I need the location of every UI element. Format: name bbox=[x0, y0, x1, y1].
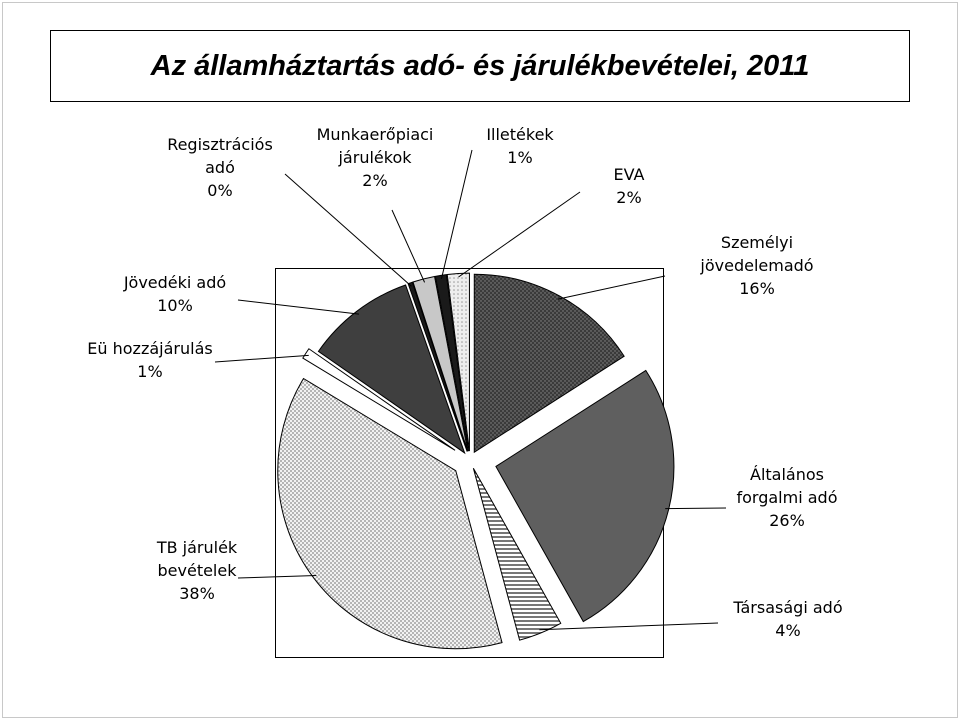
slice-value-label: 16% bbox=[739, 279, 775, 298]
leader-line-2 bbox=[665, 508, 726, 509]
slice-label-8 bbox=[317, 125, 434, 190]
slice-label-6 bbox=[123, 273, 226, 315]
slice-category-label: Eü hozzájárulás bbox=[87, 339, 213, 358]
slice-value-label: 4% bbox=[775, 621, 801, 640]
leader-line-7 bbox=[285, 174, 411, 286]
slice-value-label: 38% bbox=[179, 584, 215, 603]
slice-category-label: bevételek bbox=[157, 561, 237, 580]
leader-line-5 bbox=[215, 355, 309, 362]
slice-category-label: Jövedéki adó bbox=[123, 273, 227, 292]
leader-line-10 bbox=[459, 192, 580, 277]
slice-category-label: járulékok bbox=[338, 148, 412, 167]
slice-category-label: Személyi bbox=[720, 233, 794, 252]
leader-line-1 bbox=[558, 276, 665, 299]
slice-category-label: Illetékek bbox=[486, 125, 554, 144]
slice-category-label: TB járulék bbox=[156, 538, 238, 557]
slice-category-label: Munkaerőpiaci bbox=[316, 125, 434, 144]
leader-line-4 bbox=[238, 576, 316, 578]
slice-value-label: 10% bbox=[157, 296, 193, 315]
slice-value-label: 1% bbox=[137, 362, 163, 381]
slice-category-label: EVA bbox=[613, 165, 645, 184]
chart-title: Az államháztartás adó- és járulékbevételei, 2011 bbox=[150, 49, 810, 82]
leader-line-8 bbox=[392, 210, 425, 282]
slice-label-9 bbox=[486, 125, 554, 167]
slice-label-4 bbox=[156, 538, 238, 603]
slice-label-1 bbox=[699, 233, 813, 298]
slice-label-2 bbox=[737, 465, 838, 530]
pie-slices bbox=[278, 273, 674, 649]
slice-value-label: 0% bbox=[207, 181, 233, 200]
slice-value-label: 2% bbox=[362, 171, 388, 190]
leader-line-6 bbox=[238, 300, 359, 314]
leader-line-3 bbox=[539, 623, 718, 630]
slice-category-label: Regisztrációs bbox=[167, 135, 273, 154]
slice-label-5 bbox=[87, 339, 212, 381]
slice-category-label: forgalmi adó bbox=[736, 488, 838, 507]
slice-category-label: Társasági adó bbox=[733, 598, 843, 617]
slice-category-label: jövedelemadó bbox=[700, 256, 814, 275]
slice-label-10 bbox=[614, 165, 645, 207]
slice-category-label: Általános bbox=[750, 465, 824, 484]
slice-label-3 bbox=[732, 598, 842, 640]
slice-value-label: 1% bbox=[507, 148, 533, 167]
slice-value-label: 26% bbox=[769, 511, 805, 530]
slice-value-label: 2% bbox=[616, 188, 642, 207]
slice-label-7 bbox=[167, 135, 273, 200]
slice-category-label: adó bbox=[205, 158, 235, 177]
leader-line-9 bbox=[441, 150, 472, 279]
